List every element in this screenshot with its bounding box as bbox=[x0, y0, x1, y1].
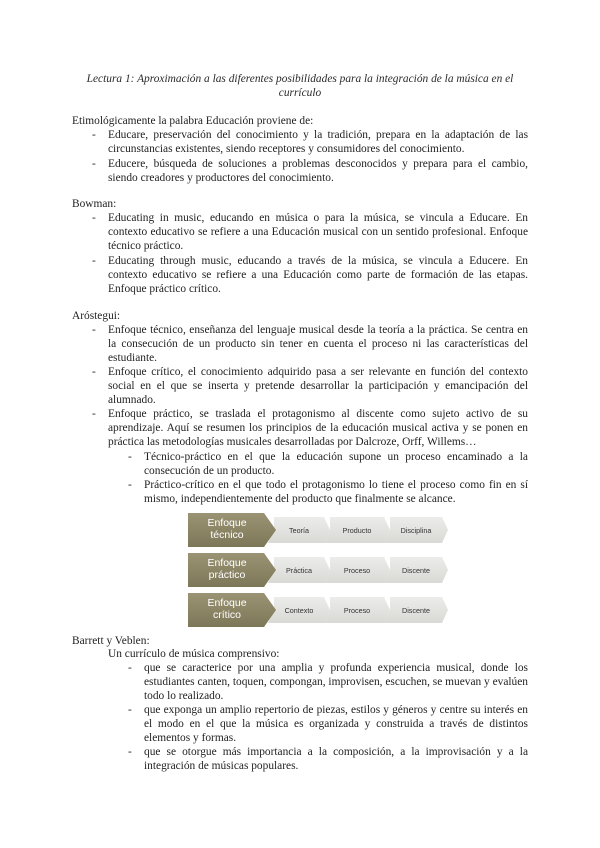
diagram-cell-disciplina: Disciplina bbox=[400, 526, 432, 535]
diagram-label-line: práctico bbox=[208, 569, 246, 581]
diagram-label-tecnico bbox=[190, 517, 264, 541]
diagram-cell-contexto: Contexto bbox=[284, 606, 314, 615]
diagram-cell-teoria: Teoría bbox=[289, 526, 309, 535]
bullet-dash: - bbox=[128, 704, 132, 716]
bullet-dash: - bbox=[92, 129, 96, 141]
barrett-item-composicion: que se otorgue más importancia a la composición, a la improvisación y a la integración de músicas populares. bbox=[144, 746, 528, 773]
bullet-dash: - bbox=[92, 324, 96, 336]
bullet-dash: - bbox=[92, 366, 96, 378]
diagram-label-line: técnico bbox=[210, 529, 244, 541]
diagram-label-line: Enfoque bbox=[207, 517, 247, 529]
bullet-dash: - bbox=[92, 158, 96, 170]
barrett-heading: Barrett y Veblen: bbox=[72, 635, 150, 647]
diagram-cell-discente: Discente bbox=[402, 566, 430, 575]
diagram-label-line: Enfoque bbox=[207, 597, 247, 609]
enfoques-diagram bbox=[186, 511, 448, 629]
barrett-item-experiencia: que se caracterice por una amplia y profunda experiencia musical, donde los estudiantes canten, toquen, compongan, improvisen, escuchen, se muevan y evalúen todo lo realizado. bbox=[144, 662, 529, 703]
arostegui-heading: Aróstegui: bbox=[72, 310, 121, 322]
bullet-dash: - bbox=[128, 479, 132, 491]
bullet-dash: - bbox=[92, 408, 96, 420]
arostegui-subitem-tecnico-practico: Técnico-práctico en el que la educación supone un proceso encaminado a la consecución de un producto. bbox=[144, 451, 528, 478]
diagram-cell-proceso: Proceso bbox=[343, 566, 371, 575]
bowman-item-in-music: Educating in music, educando en música o para la música, se vincula a Educare. En contexto educativo se refiere a una Educación musical con un sentido profesional. Enfoque técnico práctico. bbox=[108, 212, 528, 253]
etimologia-intro: Etimológicamente la palabra Educación proviene de: bbox=[72, 115, 314, 127]
bullet-dash: - bbox=[92, 212, 96, 224]
arostegui-item-practico: Enfoque práctico, se traslada el protagonismo al discente como sujeto activo de su aprendizaje. Aquí se resumen los principios de la educación musical activa y se ponen en práctica las metodologías musicales desarrolladas por Dalcroze, Orff, Willems… bbox=[108, 408, 528, 449]
diagram-cell-practica: Práctica bbox=[286, 566, 312, 575]
arostegui-subitem-practico-critico: Práctico-crítico en el que todo el protagonismo lo tiene el proceso como fin en sí mismo, independientemente del producto que finalmente se alcance. bbox=[144, 479, 528, 506]
diagram-cell-proceso: Proceso bbox=[343, 606, 371, 615]
diagram-label-practico bbox=[190, 557, 264, 581]
bullet-dash: - bbox=[128, 662, 132, 674]
diagram-label-critico bbox=[190, 597, 264, 621]
diagram-label-line: Enfoque bbox=[207, 557, 247, 569]
document-title: Lectura 1: Aproximación a las diferentes posibilidades para la integración de la música en el currículo bbox=[86, 73, 514, 99]
etimologia-item-educare: Educare, preservación del conocimiento y la tradición, prepara en la adaptación de las circunstancias existentes, siendo receptores y consumidores del conocimiento. bbox=[108, 129, 528, 156]
bullet-dash: - bbox=[128, 746, 132, 758]
diagram-label-line: crítico bbox=[212, 609, 241, 621]
arostegui-item-tecnico: Enfoque técnico, enseñanza del lenguaje musical desde la teoría a la práctica. Se centra en la consecución de un producto sin tener en cuenta el proceso ni las características del estudiante. bbox=[108, 324, 528, 365]
diagram-cell-discente: Discente bbox=[402, 606, 430, 615]
arostegui-item-critico: Enfoque crítico, el conocimiento adquirido pasa a ser relevante en función del contexto social en el que se inserta y pretende desarrollar la participación y emancipación del alumnado. bbox=[108, 366, 528, 407]
bowman-item-through-music: Educating through music, educando a través de la música, se vincula a Educere. En contexto educativo se refiere a una Educación como parte de formación de las etapas. Enfoque práctico crítico. bbox=[108, 255, 528, 296]
barrett-item-repertorio: que exponga un amplio repertorio de piezas, estilos y géneros y centre su interés en el modo en el que la música es organizada y construida a través de distintos elementos y formas. bbox=[144, 704, 528, 745]
bullet-dash: - bbox=[128, 451, 132, 463]
diagram-cell-producto: Producto bbox=[342, 526, 372, 535]
barrett-subheading: Un currículo de música comprensivo: bbox=[108, 648, 280, 660]
bullet-dash: - bbox=[92, 255, 96, 267]
bowman-heading: Bowman: bbox=[72, 198, 117, 210]
etimologia-item-educere: Educere, búsqueda de soluciones a problemas desconocidos y prepara para el cambio, siendo creadores y productores del conocimiento. bbox=[108, 158, 528, 185]
